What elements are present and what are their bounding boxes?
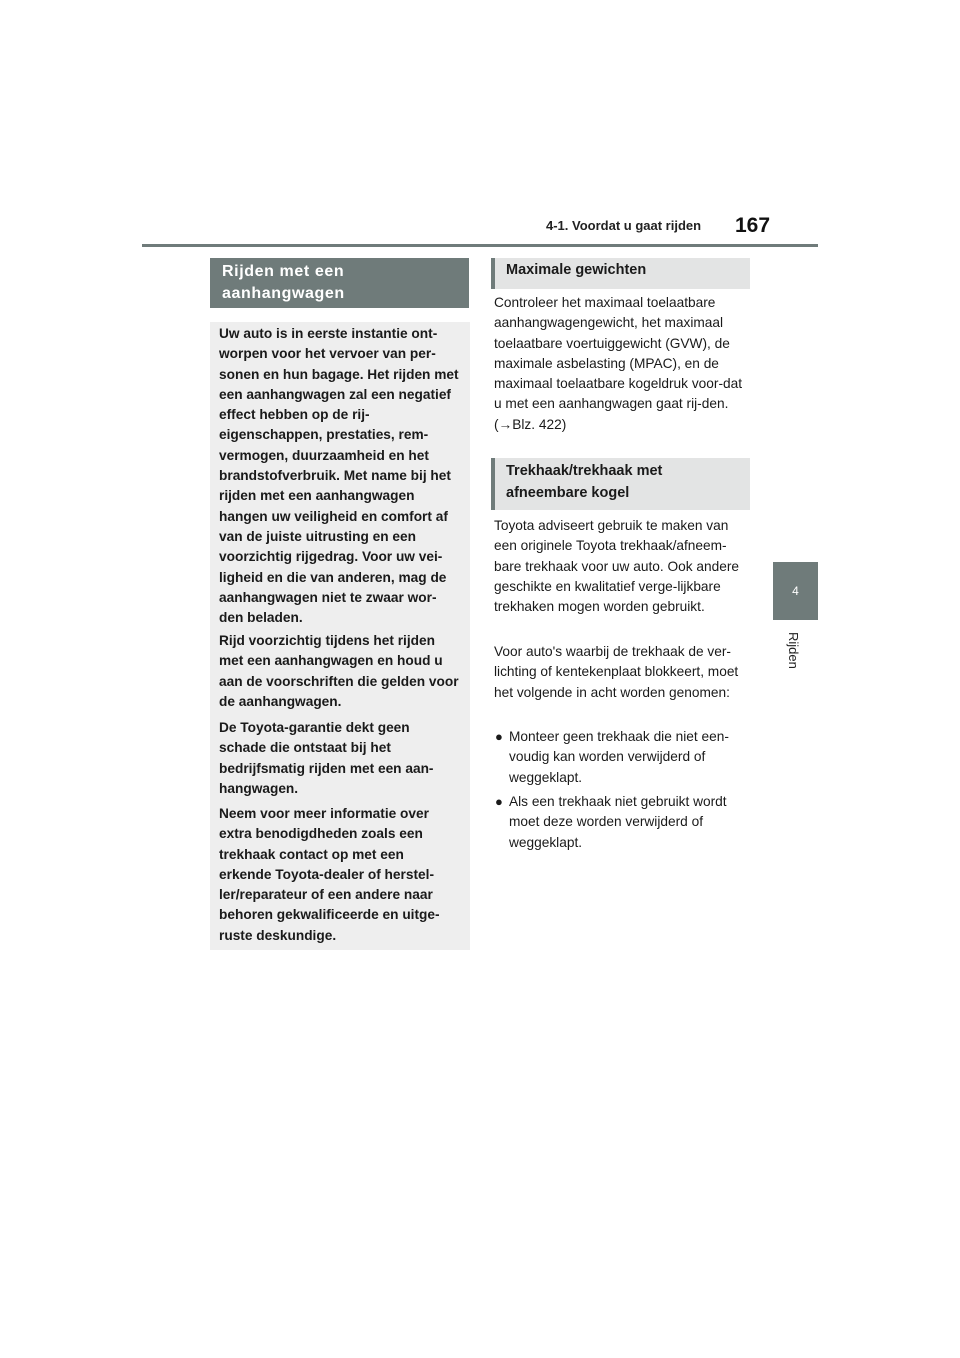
page-number: 167 xyxy=(735,214,771,237)
bullet-icon: ● xyxy=(495,794,503,809)
towbar-heading: Trekhaak/trekhaak met afneembare kogel xyxy=(491,458,750,510)
chapter-number: 4 xyxy=(792,584,799,598)
bullet-icon: ● xyxy=(495,729,503,744)
max-weights-heading: Maximale gewichten xyxy=(491,258,750,289)
towing-info-box xyxy=(210,322,470,950)
info-paragraph: De Toyota-garantie dekt geen schade die ontstaat bij het bedrijfsmatig rijden met een aan-hangwagen. xyxy=(219,720,434,796)
section-title: 4-1. Voordat u gaat rijden xyxy=(546,218,702,233)
list-item-text: Monteer geen trekhaak die niet een-voudig kan worden verwijderd of weggeklapt. xyxy=(509,729,729,785)
chapter-label: Rijden xyxy=(786,632,801,669)
chapter-tab xyxy=(773,562,818,620)
towbar-text-1: Toyota adviseert gebruik te maken van een originele Toyota trekhaak/afneem-bare trekhaak voor uw auto. Ook andere geschikte en kwalitatief verge-lijkbare trekhaken mogen worden gebruikt. xyxy=(494,518,739,615)
max-weights-text: Controleer het maximaal toelaatbare aanhangwagengewicht, het maximaal toelaatbare voertuiggewicht (GVW), de maximale asbelasting (MPAC), en de maximaal toelaatbare kogeldruk voor-dat u met een aanhangwagen gaat rij-den. (→Blz. 422) xyxy=(494,295,743,432)
info-paragraph: Rijd voorzichtig tijdens het rijden met een aanhangwagen en houd u aan de voorschriften die gelden voor de aanhangwagen. xyxy=(219,633,459,709)
header-divider xyxy=(142,244,818,247)
list-item xyxy=(494,792,752,853)
towing-heading: Rijden met een aanhangwagen xyxy=(210,258,469,308)
info-paragraph: Neem voor meer informatie over extra benodigdheden zoals een trekhaak contact op met een erkende Toyota-dealer of herstel-ler/reparateur of een andere naar behoren gekwalificeerde en uitge-ruste deskundige. xyxy=(219,806,440,943)
list-item xyxy=(494,727,752,788)
list-item-text: Als een trekhaak niet gebruikt wordt moet deze worden verwijderd of weggeklapt. xyxy=(509,794,727,850)
info-paragraph: Uw auto is in eerste instantie ont-worpen voor het vervoer van per-sonen en hun bagage. Het rijden met een aanhangwagen zal een negatief effect hebben op de rij-eigenschappen, prestaties, rem-vermogen, duurzaamheid en het brandstofverbruik. Met name bij het rijden met een aanhangwagen hangen uw veiligheid en comfort af van de juiste uitrusting en een voorzichtig rijgedrag. Voor uw vei-ligheid en die van anderen, mag de aanhangwagen niet te zwaar wor-den beladen. xyxy=(219,326,459,626)
towbar-text-2: Voor auto's waarbij de trekhaak de ver-lichting of kentekenplaat blokkeert, moet het volgende in acht worden genomen: xyxy=(494,644,739,700)
